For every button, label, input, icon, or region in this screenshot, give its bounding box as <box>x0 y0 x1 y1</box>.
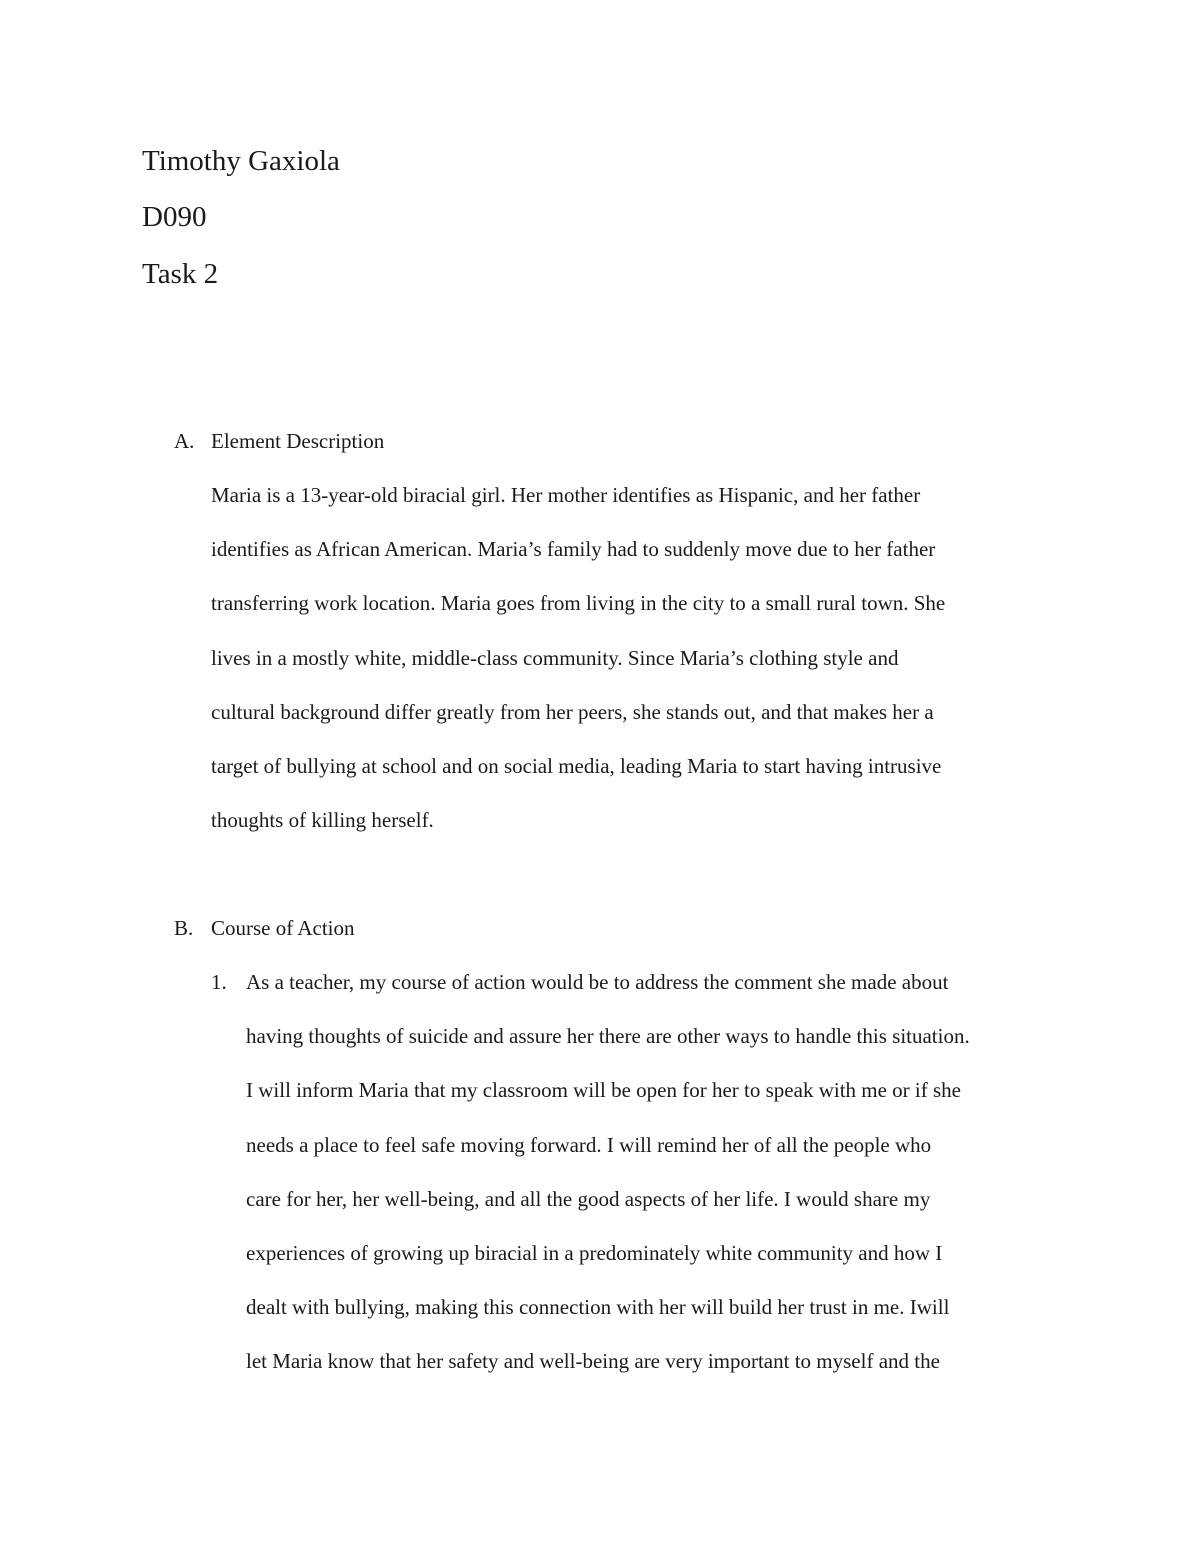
paragraph-line: Maria is a 13-year-old biracial girl. Her mother identifies as Hispanic, and her father <box>211 483 921 507</box>
section-title: Element Description <box>211 429 385 453</box>
paragraph-line: dealt with bullying, making this connection with her will build her trust in me. Iwill <box>246 1295 950 1320</box>
course-code: D090 <box>142 201 207 233</box>
author-name: Timothy Gaxiola <box>142 145 340 177</box>
paragraph-line: experiences of growing up biracial in a predominately white community and how I <box>246 1240 943 1265</box>
list-item-text <box>246 969 970 1403</box>
section-title: Course of Action <box>211 916 355 940</box>
paragraph-line: needs a place to feel safe moving forward. I will remind her of all the people who <box>246 1132 932 1157</box>
paragraph-line: let Maria know that her safety and well-being are very important to myself and the <box>246 1349 940 1374</box>
paragraph-line: having thoughts of suicide and assure her there are other ways to handle this situation. <box>246 1024 970 1049</box>
paragraph-line: target of bullying at school and on social media, leading Maria to start having intrusive <box>211 753 942 778</box>
task-label: Task 2 <box>142 258 219 290</box>
paragraph-line: As a teacher, my course of action would be to address the comment she made about <box>246 970 949 994</box>
paragraph-line: cultural background differ greatly from her peers, she stands out, and that makes her a <box>211 699 934 724</box>
section-letter: A. <box>174 429 195 453</box>
paragraph-line: transferring work location. Maria goes from living in the city to a small rural town. She <box>211 591 946 616</box>
paragraph-line: thoughts of killing herself. <box>211 808 434 833</box>
list-item-number: 1. <box>211 970 227 994</box>
section-letter: B. <box>174 916 194 940</box>
section-paragraph <box>211 482 945 861</box>
paragraph-line: care for her, her well-being, and all the good aspects of her life. I would share my <box>246 1186 931 1211</box>
paragraph-line: lives in a mostly white, middle-class community. Since Maria’s clothing style and <box>211 645 899 670</box>
paragraph-line: I will inform Maria that my classroom will be open for her to speak with me or if she <box>246 1078 961 1103</box>
paragraph-line: identifies as African American. Maria’s family had to suddenly move due to her father <box>211 537 936 562</box>
